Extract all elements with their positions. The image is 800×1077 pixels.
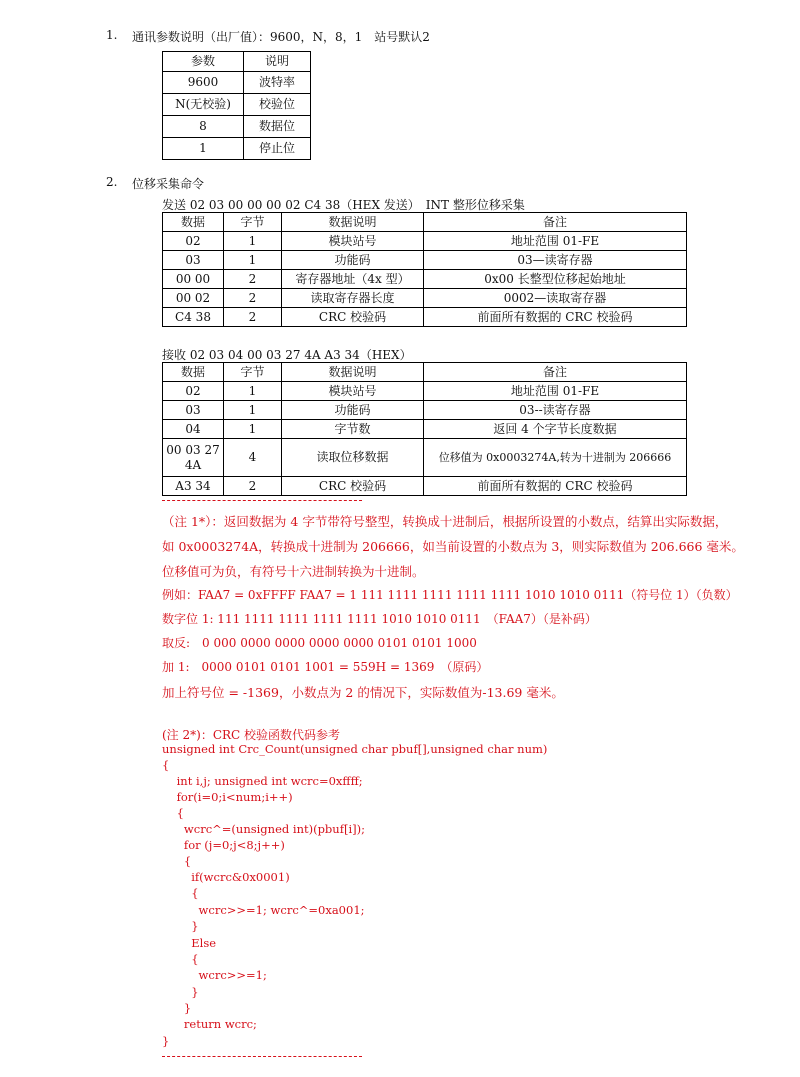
- table-cell: 03: [163, 251, 224, 270]
- table-cell: 0x00 长整型位移起始地址: [424, 270, 687, 289]
- table-row: [163, 477, 687, 496]
- table-cell: 地址范围 01-FE: [424, 382, 687, 401]
- table-cell: 前面所有数据的 CRC 校验码: [424, 477, 687, 496]
- header-cell: 数据: [163, 363, 224, 382]
- table-cell: 1: [163, 138, 244, 160]
- section1-number: 1.: [106, 28, 118, 42]
- code-line: Else: [162, 936, 217, 950]
- table-row: [163, 439, 687, 477]
- divider-bottom: [162, 1056, 362, 1057]
- table-row: [163, 116, 311, 138]
- table-row: [163, 401, 687, 420]
- table-cell: CRC 校验码: [282, 308, 424, 327]
- note1-line: 加上符号位 = -1369，小数点为 2 的情况下，实际数值为-13.69 毫米。: [162, 685, 564, 700]
- note1-line: 如 0x0003274A，转换成十进制为 206666，如当前设置的小数点为 3，则实际数值为 206.666 毫米。: [162, 539, 744, 554]
- send-command-table: [162, 212, 687, 327]
- table-cell: 返回 4 个字节长度数据: [424, 420, 687, 439]
- table-cell: 2: [224, 308, 282, 327]
- note1-line: （注 1*）：返回数据为 4 字节带符号整型，转换成十进制后，根据所设置的小数点，结算出实际数据，: [162, 514, 728, 529]
- header-cell: 数据说明: [282, 213, 424, 232]
- table-cell: 波特率: [244, 72, 311, 94]
- table-cell: 2: [224, 289, 282, 308]
- code-line: }: [162, 985, 199, 999]
- note2-title: (注 2*)：CRC 校验函数代码参考: [162, 728, 341, 742]
- table-cell: 03: [163, 401, 224, 420]
- table-header-row: [163, 363, 687, 382]
- table-cell: 04: [163, 420, 224, 439]
- header-cell: 字节: [224, 363, 282, 382]
- note1-line: 取反: 0 000 0000 0000 0000 0000 0101 0101 1000: [162, 636, 477, 650]
- receive-response-table: [162, 362, 687, 496]
- header-cell: 数据说明: [282, 363, 424, 382]
- section2-number: 2.: [106, 175, 118, 189]
- code-line: for(i=0;i<num;i++): [162, 790, 293, 804]
- table-cell: 1: [224, 420, 282, 439]
- code-line: {: [162, 758, 170, 772]
- header-cell: 字节: [224, 213, 282, 232]
- table-cell: 地址范围 01-FE: [424, 232, 687, 251]
- table-cell: 8: [163, 116, 244, 138]
- code-line: }: [162, 1001, 192, 1015]
- code-line: wcrc>>=1;: [162, 968, 267, 982]
- table-row: [163, 308, 687, 327]
- table-cell: 4: [224, 439, 282, 477]
- table-row: [163, 289, 687, 308]
- table-cell: 校验位: [244, 94, 311, 116]
- table-row: [163, 382, 687, 401]
- divider-top: [162, 500, 362, 501]
- table-cell: 数据位: [244, 116, 311, 138]
- table-cell: 02: [163, 232, 224, 251]
- table-header-row: [163, 52, 311, 72]
- table-row: [163, 72, 311, 94]
- header-cell: 参数: [163, 52, 244, 72]
- section1-title: 通讯参数说明（出厂值）：9600，N，8，1 站号默认2: [132, 30, 430, 44]
- comm-params-table: [162, 51, 311, 160]
- table-cell: A3 34: [163, 477, 224, 496]
- table-header-row: [163, 213, 687, 232]
- code-line: {: [162, 806, 184, 820]
- code-line: {: [162, 854, 192, 868]
- code-line: wcrc^=(unsigned int)(pbuf[i]);: [162, 822, 365, 836]
- table-cell: N(无校验): [163, 94, 244, 116]
- table-row: [163, 420, 687, 439]
- table-cell: 停止位: [244, 138, 311, 160]
- table-cell: 模块站号: [282, 232, 424, 251]
- table-cell: 读取位移数据: [282, 439, 424, 477]
- table-cell: C4 38: [163, 308, 224, 327]
- code-line: }: [162, 1034, 170, 1048]
- table-row: [163, 94, 311, 116]
- code-line: wcrc>>=1; wcrc^=0xa001;: [162, 903, 365, 917]
- table-cell: 字节数: [282, 420, 424, 439]
- note1-line: 加 1: 0000 0101 0101 1001 = 559H = 1369 （原码）: [162, 660, 489, 674]
- table-cell: 读取寄存器长度: [282, 289, 424, 308]
- table-cell: 03—读寄存器: [424, 251, 687, 270]
- note1-line: 数字位 1: 111 1111 1111 1111 1111 1010 1010 0111 （FAA7）（是补码）: [162, 612, 597, 626]
- table-cell: 功能码: [282, 251, 424, 270]
- code-line: int i,j; unsigned int wcrc=0xffff;: [162, 774, 363, 788]
- table-cell: 1: [224, 251, 282, 270]
- table-cell: 前面所有数据的 CRC 校验码: [424, 308, 687, 327]
- table-cell: 02: [163, 382, 224, 401]
- note1-line: 例如：FAA7 = 0xFFFF FAA7 = 1 111 1111 1111 1111 1111 1010 1010 0111（符号位 1）（负数）: [162, 588, 738, 602]
- table-row: [163, 270, 687, 289]
- section2-title: 位移采集命令: [132, 177, 205, 191]
- table-cell: 功能码: [282, 401, 424, 420]
- header-cell: 备注: [424, 363, 687, 382]
- table-cell: 1: [224, 232, 282, 251]
- receive-caption: 接收 02 03 04 00 03 27 4A A3 34（HEX）: [162, 348, 412, 362]
- table-row: [163, 138, 311, 160]
- code-line: {: [162, 886, 199, 900]
- header-cell: 备注: [424, 213, 687, 232]
- table-cell: 位移值为 0x0003274A,转为十进制为 206666: [424, 439, 687, 477]
- header-cell: 说明: [244, 52, 311, 72]
- header-cell: 数据: [163, 213, 224, 232]
- table-cell: 1: [224, 382, 282, 401]
- table-row: [163, 251, 687, 270]
- table-cell: 9600: [163, 72, 244, 94]
- note1-line: 位移值可为负，有符号十六进制转换为十进制。: [162, 564, 425, 579]
- code-line: if(wcrc&0x0001): [162, 870, 290, 884]
- code-line: return wcrc;: [162, 1017, 257, 1031]
- code-line: for (j=0;j<8;j++): [162, 838, 285, 852]
- send-caption: 发送 02 03 00 00 00 02 C4 38（HEX 发送） INT 整形位移采集: [162, 198, 525, 212]
- code-line: unsigned int Crc_Count(unsigned char pbuf[],unsigned char num): [162, 742, 548, 756]
- table-row: [163, 232, 687, 251]
- table-cell: 寄存器地址（4x 型）: [282, 270, 424, 289]
- table-cell: CRC 校验码: [282, 477, 424, 496]
- table-cell: 2: [224, 477, 282, 496]
- table-cell: 00 00: [163, 270, 224, 289]
- table-cell: 0002—读取寄存器: [424, 289, 687, 308]
- code-line: }: [162, 919, 199, 933]
- table-cell: 1: [224, 401, 282, 420]
- table-cell: 00 02: [163, 289, 224, 308]
- table-cell: 模块站号: [282, 382, 424, 401]
- table-cell: 00 03 27 4A: [163, 439, 224, 477]
- table-cell: 03--读寄存器: [424, 401, 687, 420]
- table-cell: 2: [224, 270, 282, 289]
- code-line: {: [162, 952, 199, 966]
